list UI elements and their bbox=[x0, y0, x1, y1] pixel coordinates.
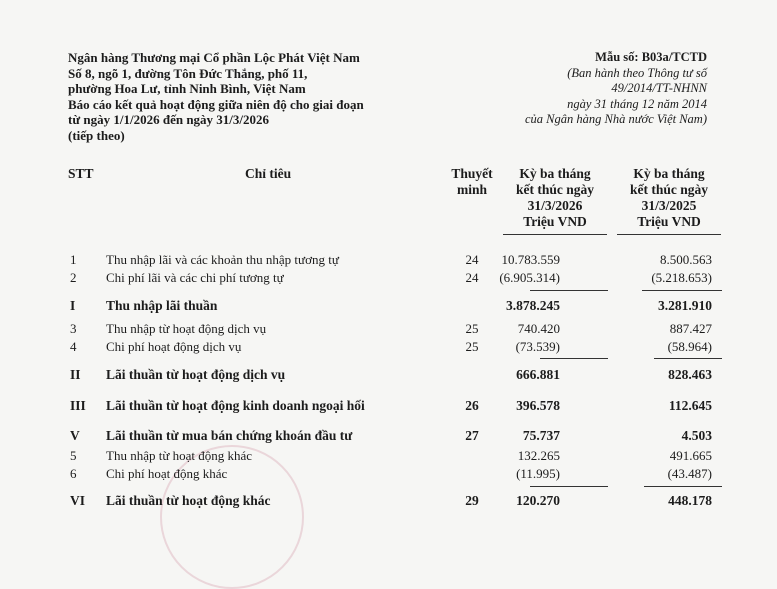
row-value-2025: (43.487) bbox=[667, 466, 712, 481]
col-header-note-line-2: minh bbox=[456, 182, 487, 197]
table-row bbox=[0, 252, 777, 270]
row-name: Chi phí hoạt động dịch vụ bbox=[106, 339, 242, 354]
table-row bbox=[0, 339, 777, 357]
row-value-2025: (58.964) bbox=[667, 339, 712, 354]
row-value-2025: 887.427 bbox=[669, 321, 712, 336]
row-name: Thu nhập lãi và các khoản thu nhập tương tự bbox=[106, 252, 339, 267]
col-header-2025-line-2: kết thúc ngày bbox=[629, 182, 708, 197]
table-row bbox=[0, 428, 777, 446]
report-title-line-1: Báo cáo kết quả hoạt động giữa niên độ cho giai đoạn bbox=[68, 96, 364, 112]
row-name: Lãi thuần từ mua bán chứng khoán đầu tư bbox=[106, 428, 353, 443]
col-header-2026-line-3: 31/3/2026 bbox=[527, 198, 583, 213]
row-note: 25 bbox=[465, 321, 479, 336]
row-value-2026: 3.878.245 bbox=[506, 298, 560, 313]
row-name: Chi phí hoạt động khác bbox=[106, 466, 228, 481]
row-value-2026: 740.420 bbox=[517, 321, 560, 336]
row-stt: 5 bbox=[70, 448, 77, 463]
row-value-2025: 4.503 bbox=[681, 428, 712, 443]
row-value-2026: 75.737 bbox=[522, 428, 560, 443]
row-value-2026: (73.539) bbox=[515, 339, 560, 354]
col-header-2026-line-1: Kỳ ba tháng bbox=[519, 166, 591, 181]
table-row bbox=[0, 298, 777, 316]
row-name: Thu nhập từ hoạt động dịch vụ bbox=[106, 321, 267, 336]
bank-name: Ngân hàng Thương mại Cổ phần Lộc Phát Việt Nam bbox=[68, 50, 360, 65]
row-note: 26 bbox=[465, 398, 479, 413]
row-name: Thu nhập từ hoạt động khác bbox=[106, 448, 253, 463]
table-row bbox=[0, 367, 777, 385]
row-stt: V bbox=[70, 428, 80, 443]
subtotal-line-2026 bbox=[540, 358, 608, 359]
col-header-2025-line-4: Triệu VND bbox=[637, 214, 701, 229]
subtotal-line-2025 bbox=[642, 290, 722, 291]
row-stt: I bbox=[70, 298, 76, 313]
row-stt: 1 bbox=[70, 252, 77, 267]
row-name: Chi phí lãi và các chi phí tương tự bbox=[106, 270, 284, 285]
form-note-line-4: của Ngân hàng Nhà nước Việt Nam) bbox=[525, 112, 707, 126]
subtotal-line-2025 bbox=[654, 358, 722, 359]
row-value-2025: 491.665 bbox=[669, 448, 712, 463]
form-note-line-1: (Ban hành theo Thông tư số bbox=[567, 65, 707, 80]
subtotal-line-2025 bbox=[644, 486, 722, 487]
row-name: Thu nhập lãi thuần bbox=[106, 298, 218, 313]
row-value-2026: 666.881 bbox=[516, 367, 560, 382]
subtotal-line-2026 bbox=[530, 486, 608, 487]
bank-address-line-2: phường Hoa Lư, tỉnh Ninh Bình, Việt Nam bbox=[68, 81, 306, 96]
row-value-2026: 10.783.559 bbox=[501, 252, 560, 267]
row-value-2025: (5.218.653) bbox=[651, 270, 712, 285]
col-header-stt: STT bbox=[68, 166, 94, 181]
col-header-note-line-1: Thuyết bbox=[451, 166, 493, 181]
col-header-2025-line-3: 31/3/2025 bbox=[641, 198, 697, 213]
col-header-2026 bbox=[500, 166, 610, 230]
row-stt: II bbox=[70, 367, 81, 382]
row-stt: 6 bbox=[70, 466, 77, 481]
continued-note: (tiếp theo) bbox=[68, 127, 125, 143]
row-value-2026: 396.578 bbox=[516, 398, 560, 413]
form-number: Mẫu số: B03a/TCTD bbox=[595, 50, 707, 64]
row-value-2026: (11.995) bbox=[516, 466, 560, 481]
row-value-2025: 3.281.910 bbox=[658, 298, 712, 313]
row-note: 27 bbox=[465, 428, 479, 443]
form-header bbox=[525, 50, 707, 128]
table-row bbox=[0, 398, 777, 416]
bank-address-line-1: Số 8, ngõ 1, đường Tôn Đức Thắng, phố 11, bbox=[68, 65, 308, 81]
row-note: 25 bbox=[465, 339, 479, 354]
col-header-2026-line-4: Triệu VND bbox=[523, 214, 587, 229]
report-title-line-2: từ ngày 1/1/2026 đến ngày 31/3/2026 bbox=[68, 112, 270, 127]
col-header-2026-line-2: kết thúc ngày bbox=[515, 182, 594, 197]
col-header-note bbox=[444, 166, 500, 198]
row-stt: 4 bbox=[70, 339, 77, 354]
row-value-2025: 8.500.563 bbox=[660, 252, 712, 267]
row-stt: 3 bbox=[70, 321, 77, 336]
row-note: 24 bbox=[465, 270, 479, 285]
col-header-item: Chỉ tiêu bbox=[245, 166, 292, 181]
row-note: 29 bbox=[465, 493, 479, 508]
col-header-2025 bbox=[614, 166, 724, 230]
table-row bbox=[0, 466, 777, 484]
table-row bbox=[0, 321, 777, 339]
row-value-2026: (6.905.314) bbox=[499, 270, 560, 285]
row-value-2026: 120.270 bbox=[516, 493, 560, 508]
col-header-2025-underline bbox=[617, 234, 721, 235]
row-name: Lãi thuần từ hoạt động kinh doanh ngoại hối bbox=[106, 398, 365, 413]
bank-header bbox=[68, 50, 364, 143]
row-note: 24 bbox=[465, 252, 479, 267]
table-row bbox=[0, 270, 777, 288]
row-stt: III bbox=[70, 398, 86, 413]
row-name: Lãi thuần từ hoạt động khác bbox=[106, 493, 271, 508]
row-stt: VI bbox=[70, 493, 86, 508]
subtotal-line-2026 bbox=[530, 290, 608, 291]
row-value-2025: 828.463 bbox=[668, 367, 712, 382]
col-header-2025-line-1: Kỳ ba tháng bbox=[633, 166, 705, 181]
row-name: Lãi thuần từ hoạt động dịch vụ bbox=[106, 367, 286, 382]
form-note-line-3: ngày 31 tháng 12 năm 2014 bbox=[567, 96, 707, 111]
row-value-2025: 448.178 bbox=[668, 493, 712, 508]
col-header-2026-underline bbox=[503, 234, 607, 235]
table-row bbox=[0, 448, 777, 466]
form-note-line-2: 49/2014/TT-NHNN bbox=[611, 81, 707, 95]
row-value-2026: 132.265 bbox=[517, 448, 560, 463]
row-stt: 2 bbox=[70, 270, 77, 285]
table-row bbox=[0, 493, 777, 511]
row-value-2025: 112.645 bbox=[668, 398, 712, 413]
